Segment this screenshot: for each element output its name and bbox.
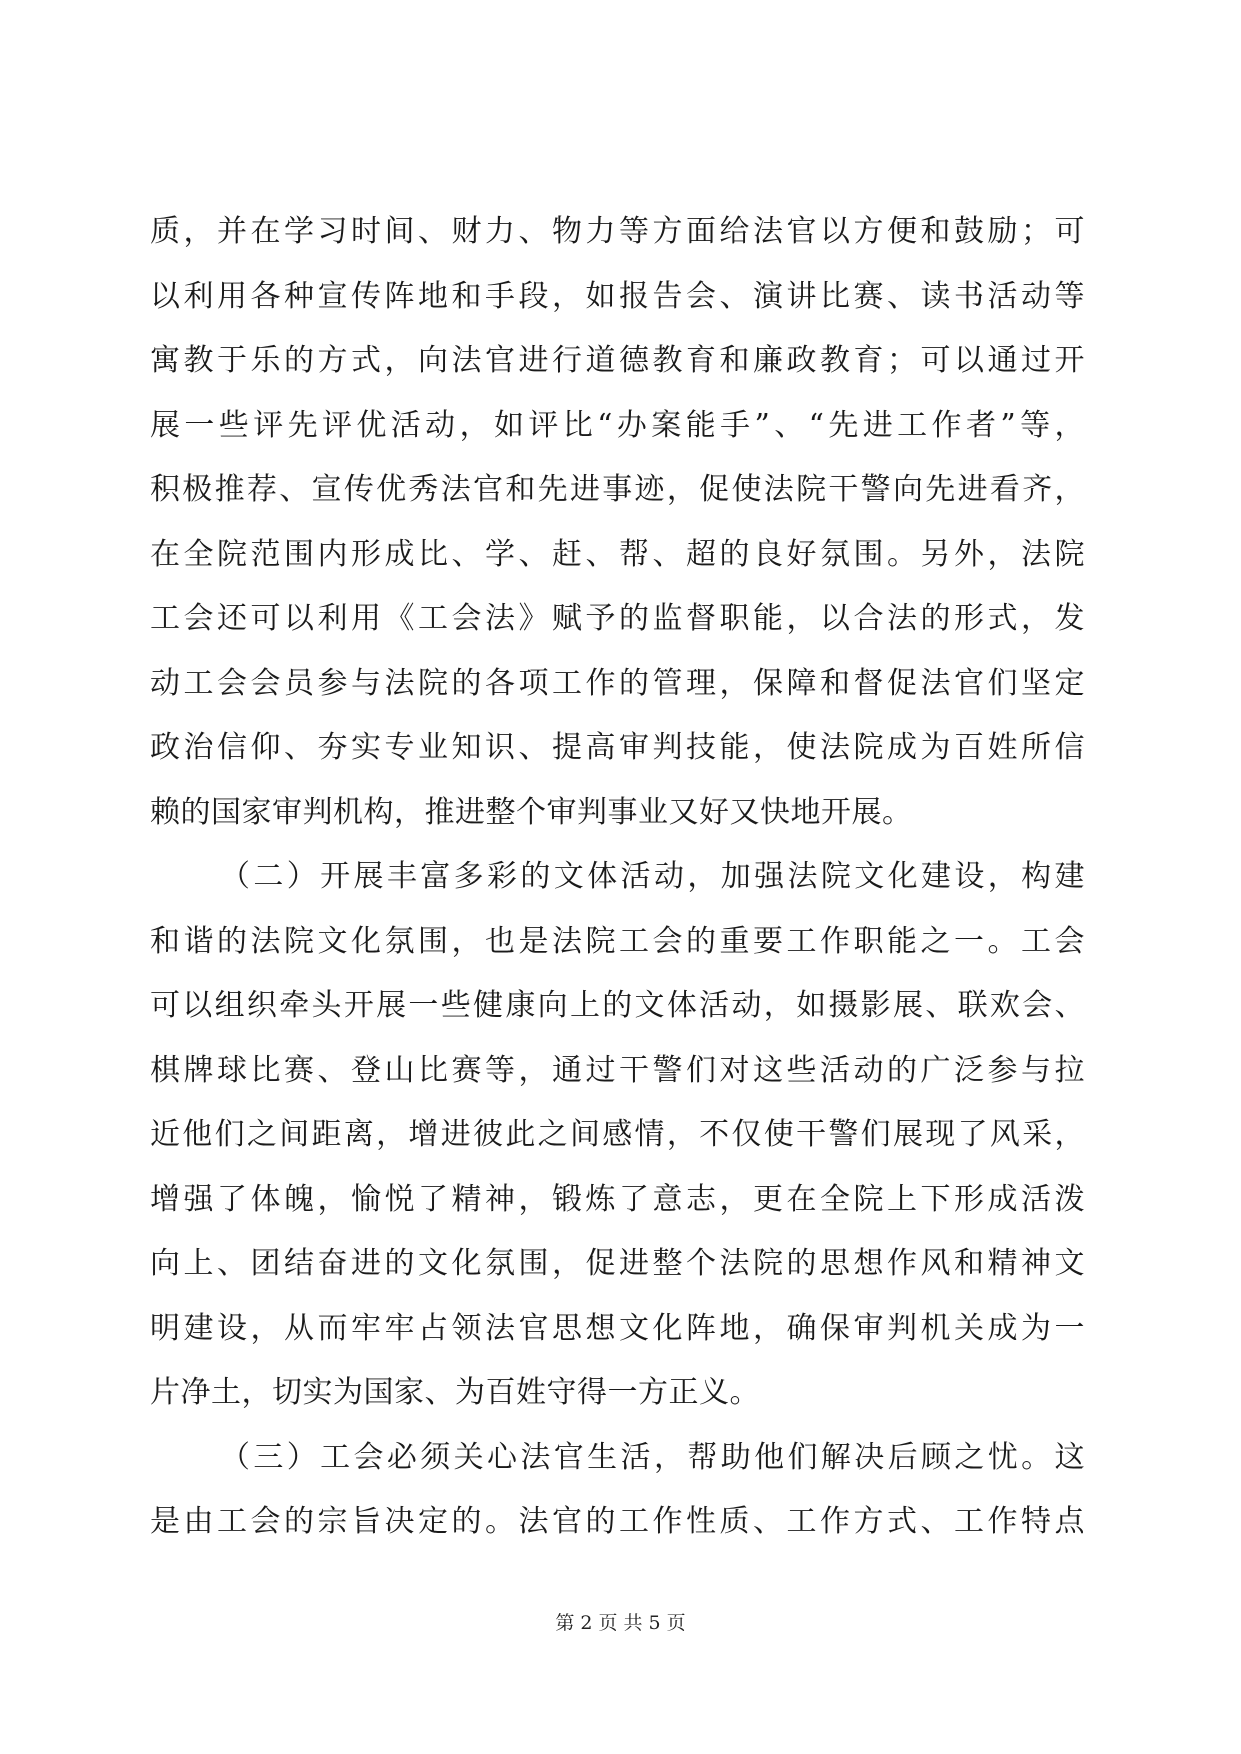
text-line: 增强了体魄，愉悦了精神，锻炼了意志，更在全院上下形成活泼 bbox=[150, 1181, 1085, 1217]
text-line: 工会还可以利用《工会法》赋予的监督职能，以合法的形式，发 bbox=[150, 601, 1085, 636]
text-line: 质，并在学习时间、财力、物力等方面给法官以方便和鼓励；可 bbox=[150, 214, 1085, 249]
text-line: 在全院范围内形成比、学、赶、帮、超的良好氛围。另外，法院 bbox=[150, 536, 1085, 572]
text-line: 政治信仰、夯实专业知识、提高审判技能，使法院成为百姓所信 bbox=[150, 730, 1085, 765]
text-line: 明建设，从而牢牢占领法官思想文化阵地，确保审判机关成为一 bbox=[150, 1310, 1085, 1346]
text-line: 近他们之间距离，增进彼此之间感情，不仅使干警们展现了风采， bbox=[150, 1117, 1085, 1152]
text-line: 棋牌球比赛、登山比赛等，通过干警们对这些活动的广泛参与拉 bbox=[150, 1052, 1085, 1088]
text-line: 可以组织牵头开展一些健康向上的文体活动，如摄影展、联欢会、 bbox=[150, 988, 1085, 1023]
text-line: 积极推荐、宣传优秀法官和先进事迹，促使法院干警向先进看齐， bbox=[150, 472, 1085, 507]
page-number: 第 2 页 共 5 页 bbox=[555, 1612, 686, 1634]
text-line: 以利用各种宣传阵地和手段，如报告会、演讲比赛、读书活动等 bbox=[150, 278, 1085, 314]
paragraph-start-line: （二）开展丰富多彩的文体活动，加强法院文化建设，构建 bbox=[220, 859, 1085, 894]
text-line: 片净土，切实为国家、为百姓守得一方正义。 bbox=[150, 1375, 760, 1410]
text-line: 向上、团结奋进的文化氛围，促进整个法院的思想作风和精神文 bbox=[150, 1246, 1085, 1281]
text-line: 是由工会的宗旨决定的。法官的工作性质、工作方式、工作特点 bbox=[150, 1504, 1085, 1539]
page-footer bbox=[0, 1608, 1241, 1635]
paragraph-start-line: （三）工会必须关心法官生活，帮助他们解决后顾之忧。这 bbox=[220, 1439, 1085, 1475]
text-line: 和谐的法院文化氛围，也是法院工会的重要工作职能之一。工会 bbox=[150, 923, 1085, 959]
text-line: 寓教于乐的方式，向法官进行道德教育和廉政教育；可以通过开 bbox=[150, 343, 1085, 378]
document-body bbox=[150, 200, 1085, 1555]
text-line: 动工会会员参与法院的各项工作的管理，保障和督促法官们坚定 bbox=[150, 665, 1085, 701]
text-line: 展一些评先评优活动，如评比“办案能手”、“先进工作者”等， bbox=[150, 407, 1085, 443]
text-line: 赖的国家审判机构，推进整个审判事业又好又快地开展。 bbox=[150, 794, 913, 830]
